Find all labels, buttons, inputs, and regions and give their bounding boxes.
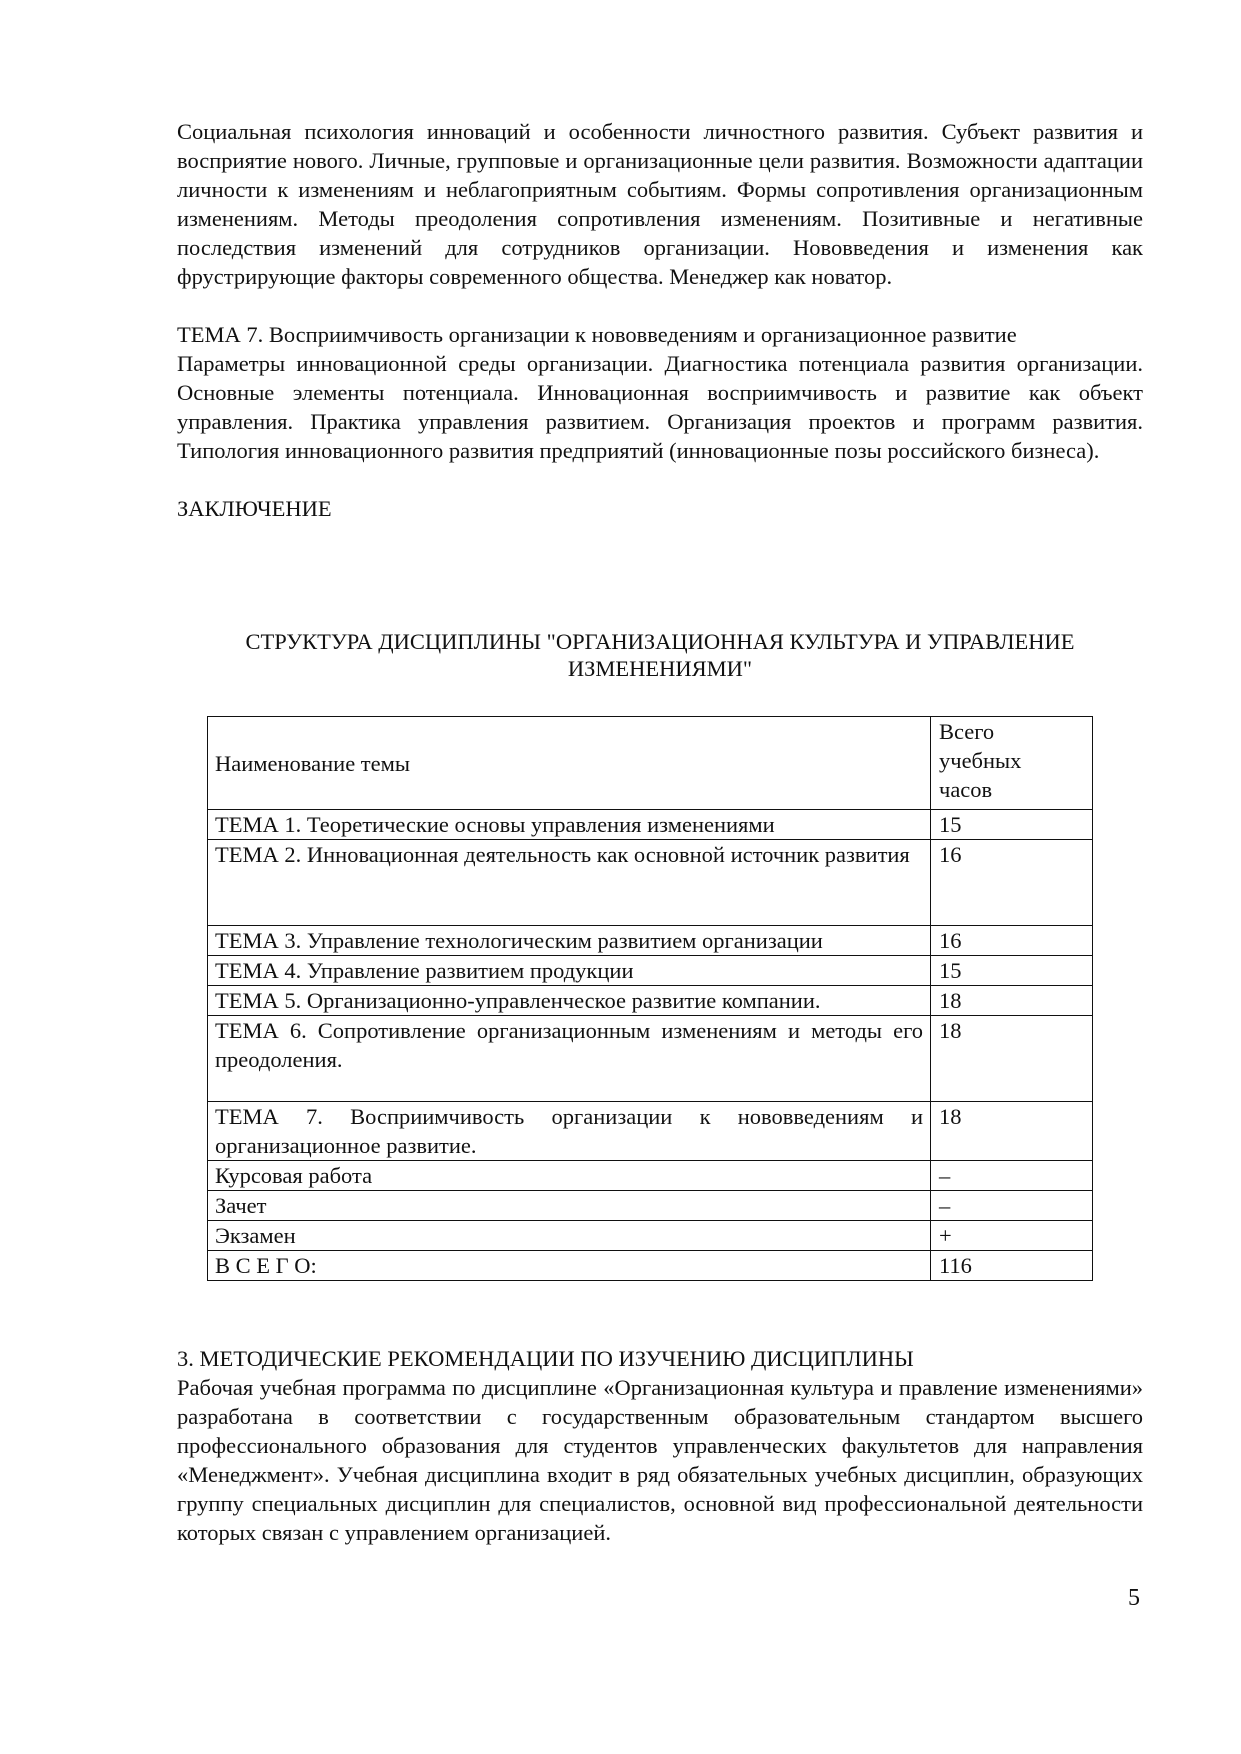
row-hours: 18 — [931, 1102, 1093, 1161]
structure-title-line1: СТРУКТУРА ДИСЦИПЛИНЫ "ОРГАНИЗАЦИОННАЯ КУЛЬТУРА И УПРАВЛЕНИЕ — [245, 629, 1075, 654]
row-hours: + — [931, 1221, 1093, 1251]
table-row — [208, 926, 1093, 956]
table-row — [208, 956, 1093, 986]
table-row — [208, 1251, 1093, 1281]
header-hours-line: учебных — [939, 748, 1022, 773]
conclusion-heading: ЗАКЛЮЧЕНИЕ — [177, 496, 332, 521]
header-topic-name: Наименование темы — [208, 717, 931, 810]
row-hours: 116 — [931, 1251, 1093, 1281]
header-hours-line: Всего — [939, 719, 995, 744]
row-topic: ТЕМА 3. Управление технологическим развитием организации — [208, 926, 931, 956]
row-hours: 18 — [931, 986, 1093, 1016]
page-content — [177, 117, 1143, 523]
row-topic: ТЕМА 6. Сопротивление организационным изменениям и методы его преодоления. — [208, 1016, 931, 1102]
row-hours: 18 — [931, 1016, 1093, 1102]
section3-body: Рабочая учебная программа по дисциплине «Организационная культура и правление изменениями» разработана в соответствии с государственным образовательным стандартом высшего профессионального образования для студентов управленческих факультетов для направления «Менеджмент». Учебная дисциплина входит в ряд обязательных учебных дисциплин, образующих группу специальных дисциплин для специалистов, основной вид профессиональной деятельности которых связан с управлением организацией. — [177, 1375, 1143, 1545]
header-hours — [931, 717, 1093, 810]
table-row — [208, 1102, 1093, 1161]
table-row — [208, 1161, 1093, 1191]
table-row — [208, 840, 1093, 926]
row-hours: 16 — [931, 926, 1093, 956]
row-topic: Зачет — [208, 1191, 931, 1221]
table-row — [208, 1191, 1093, 1221]
row-hours: 15 — [931, 810, 1093, 840]
structure-title — [177, 628, 1143, 682]
intro-paragraph: Социальная психология инноваций и особенности личностного развития. Субъект развития и восприятие нового. Личные, групповые и организационные цели развития. Возможности адаптации личности к изменениям и неблагоприятным событиям. Формы сопротивления организационным изменениям. Методы преодоления сопротивления изменениям. Позитивные и негативные последствия изменений для сотрудников организации. Нововведения и изменения как фрустрирующие факторы современного общества. Менеджер как новатор. — [177, 119, 1143, 289]
table-row — [208, 1221, 1093, 1251]
section3-title: 3. МЕТОДИЧЕСКИЕ РЕКОМЕНДАЦИИ ПО ИЗУЧЕНИЮ ДИСЦИПЛИНЫ — [177, 1346, 914, 1371]
header-hours-line: часов — [939, 777, 993, 802]
row-topic: Курсовая работа — [208, 1161, 931, 1191]
row-topic: Экзамен — [208, 1221, 931, 1251]
row-hours: 16 — [931, 840, 1093, 926]
topic7-body: Параметры инновационной среды организации. Диагностика потенциала развития организации. Основные элементы потенциала. Инновационная восприимчивость и развитие как объект управления. Практика управления развитием. Организация проектов и программ развития. Типология инновационного развития предприятий (инновационные позы российского бизнеса). — [177, 351, 1143, 463]
table-row — [208, 986, 1093, 1016]
row-topic: ТЕМА 2. Инновационная деятельность как основной источник развития — [208, 840, 931, 926]
section3 — [177, 1344, 1143, 1547]
structure-title-line2: ИЗМЕНЕНИЯМИ" — [567, 656, 753, 681]
row-topic: ТЕМА 4. Управление развитием продукции — [208, 956, 931, 986]
table-row — [208, 1016, 1093, 1102]
topic7-title: ТЕМА 7. Восприимчивость организации к нововведениям и организационное развитие — [177, 322, 1017, 347]
row-topic: ТЕМА 1. Теоретические основы управления изменениями — [208, 810, 931, 840]
row-topic: ТЕМА 7. Восприимчивость организации к нововведениям и организационное развитие. — [208, 1102, 931, 1161]
structure-table — [207, 716, 1093, 1281]
table-row — [208, 810, 1093, 840]
row-hours: – — [931, 1161, 1093, 1191]
row-topic: В С Е Г О: — [208, 1251, 931, 1281]
row-topic: ТЕМА 5. Организационно-управленческое развитие компании. — [208, 986, 931, 1016]
page-number: 5 — [1128, 1585, 1140, 1611]
table-header-row — [208, 717, 1093, 810]
row-hours: – — [931, 1191, 1093, 1221]
row-hours: 15 — [931, 956, 1093, 986]
